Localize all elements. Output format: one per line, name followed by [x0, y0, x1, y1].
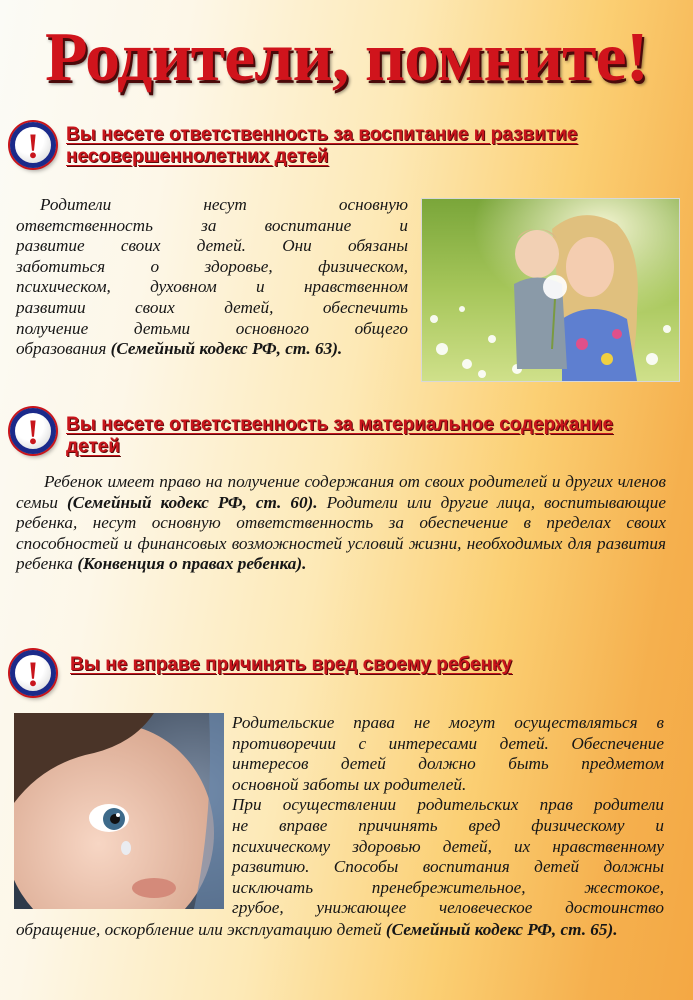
section-3-heading: Вы не вправе причинять вред своему ребенку: [70, 654, 512, 675]
exclamation-circle-icon: !: [10, 650, 56, 696]
section-1-text: Родители несут основную ответственность за воспитание и развитие своих детей. Они обязаны заботиться о здоровье, физическом, психическом, духовном и нравственном развитии своих детей, обеспечить получение детьми основного общего образования (Семейный кодекс РФ, ст. 63).: [16, 195, 408, 359]
crying-child-photo: [14, 713, 224, 909]
section-3-text-bottom: обращение, оскорбление или эксплуатацию детей (Семейный кодекс РФ, ст. 65).: [16, 920, 618, 939]
section-2-heading: Вы несете ответственность за материальное содержание детей: [66, 414, 614, 457]
page-title: Родители, помните!: [45, 19, 648, 96]
section-2-text: Ребенок имеет право на получение содержания от своих родителей и других членов семьи (Семейный кодекс РФ, ст. 60). Родители или другие лица, воспитывающие ребенка, несут основную ответственность за обеспечение в пределах своих способностей и финансовых возможностей условий жизни, необходимых для развития ребенка (Конвенция о правах ребенка).: [16, 472, 666, 574]
exclamation-circle-icon: !: [10, 408, 56, 454]
section-1-heading: Вы несете ответственность за воспитание и развитие несовершеннолетних детей: [66, 124, 578, 167]
mother-child-photo: [421, 198, 680, 382]
section-3-text: Родительские права не могут осуществляться в противоречии с интересами детей. Обеспечение интересов детей должно быть предметом основной заботы их родителей. При осуществлении родительских прав родители не вправе причинять вред физическому и психическому здоровью детей, их нравственному развитию. Способы воспитания детей должны исключать пренебрежительное, жестокое, грубое, унижающее человеческое достоинство: [232, 713, 664, 918]
exclamation-circle-icon: !: [10, 122, 56, 168]
